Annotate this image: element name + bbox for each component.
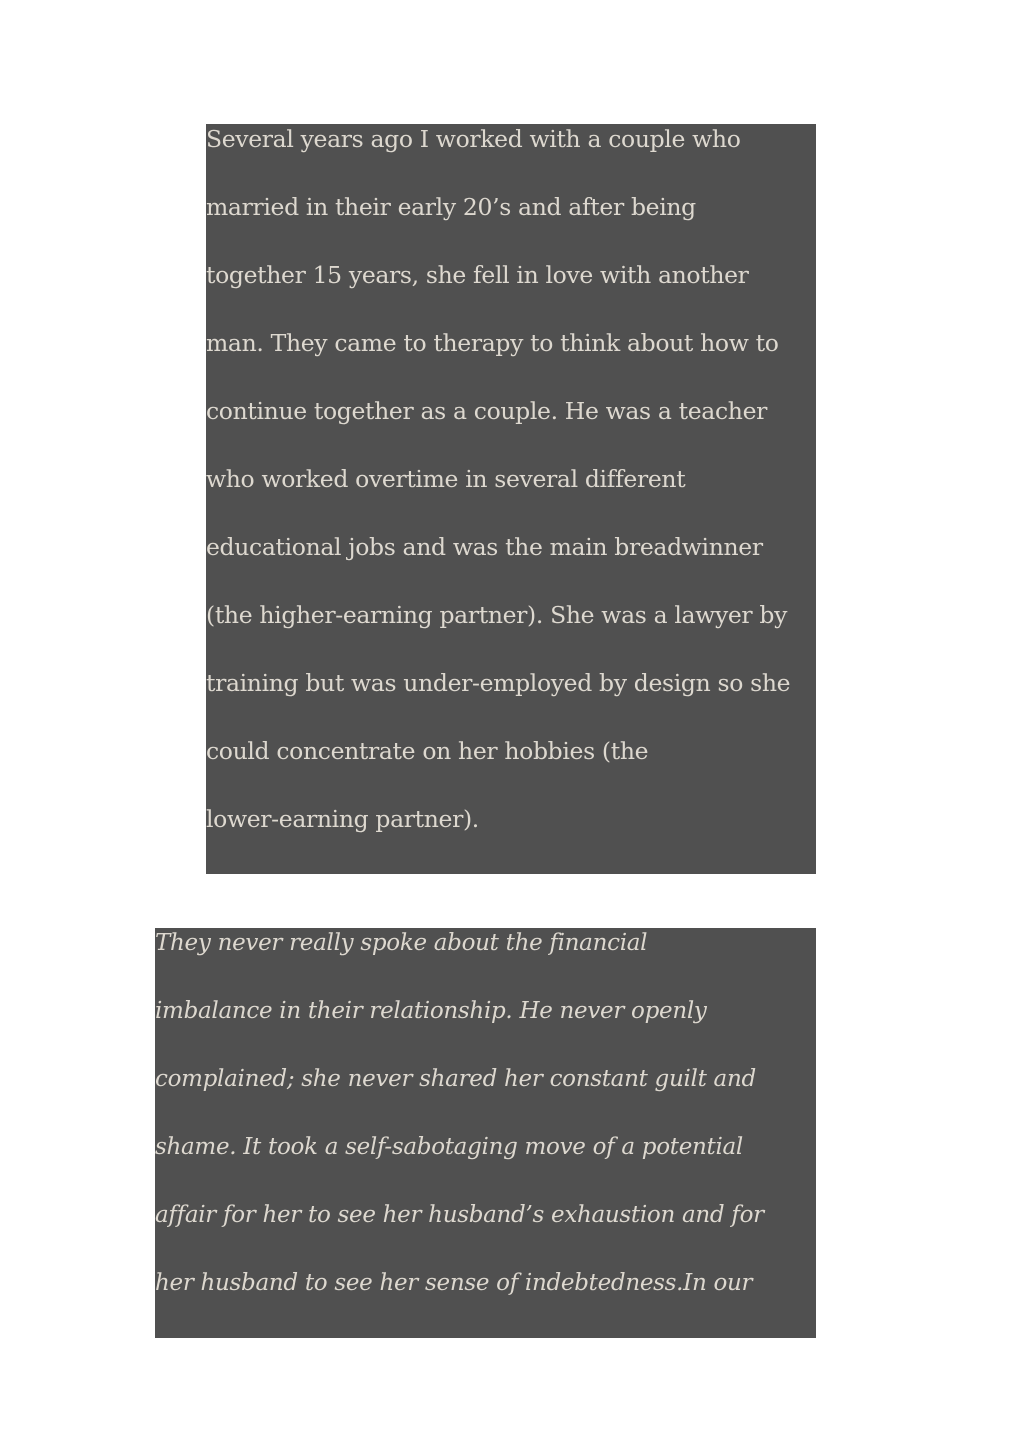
paragraph-line: who worked overtime in several different [206,465,686,493]
italic-paragraph-line: imbalance in their relationship. He never openly [155,998,707,1024]
paragraph-line: educational jobs and was the main breadwinner [206,533,763,561]
paragraph-line: together 15 years, she fell in love with another [206,261,749,289]
paragraph-line: could concentrate on her hobbies (the [206,737,649,765]
italic-paragraph-line: complained; she never shared her constant guilt and [155,1066,756,1092]
paragraph-line: married in their early 20’s and after being [206,193,696,221]
paragraph-line: (the higher-earning partner). She was a lawyer by [206,601,788,629]
paragraph-line: lower-earning partner). [206,805,479,833]
paragraph-line: training but was under-employed by design so she [206,669,791,697]
paragraph-line: man. They came to therapy to think about how to [206,329,779,357]
story-paragraph-block [206,124,816,874]
paragraph-line: continue together as a couple. He was a teacher [206,397,768,425]
italic-paragraph-line: her husband to see her sense of indebtedness.In our [155,1270,753,1296]
paragraph-line: Several years ago I worked with a couple who [206,125,741,153]
italic-paragraph-line: They never really spoke about the financial [155,930,648,956]
italic-paragraph-line: shame. It took a self-sabotaging move of a potential [155,1134,743,1160]
italic-paragraph-line: affair for her to see her husband’s exhaustion and for [155,1202,764,1228]
italic-paragraph-block [155,928,816,1338]
